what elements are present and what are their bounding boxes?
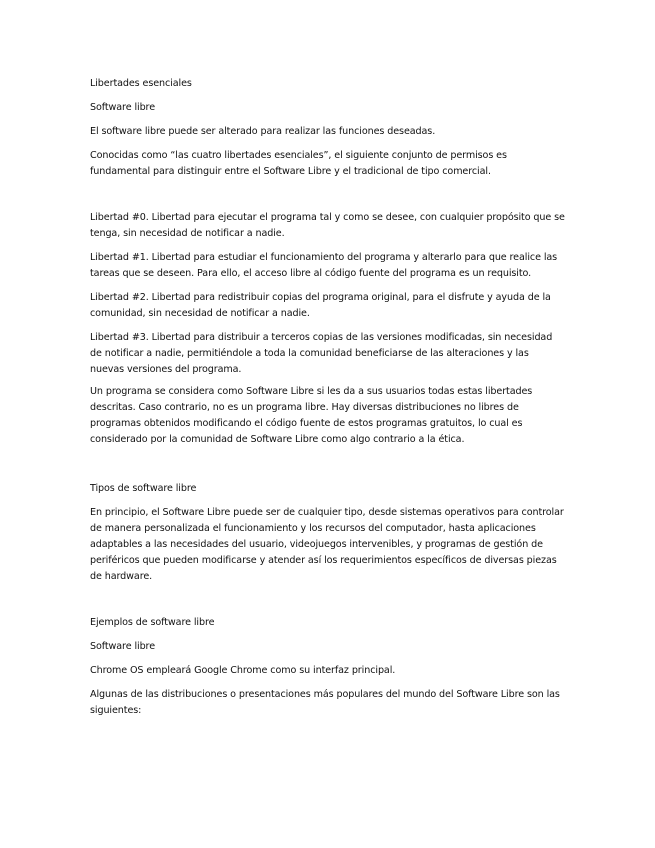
libertad-2: Libertad #2. Libertad para redistribuir copias del programa original, para el disfrute y ayuda de la comunidad, sin necesidad de notificar a nadie. (90, 292, 551, 319)
paragraph-conocidas: Conocidas como “las cuatro libertades esenciales”, el siguiente conjunto de permisos es fundamental para distinguir entre el Software Libre y el tradicional de tipo comercial. (90, 150, 507, 177)
paragraph-programa: Un programa se considera como Software Libre si les da a sus usuarios todas estas libertades descritas. Caso contrario, no es un programa libre. Hay diversas distribuciones no libres de programas obtenidos modificando el código fuente de estos programas gratuitos, lo cual es considerado por la comunidad de Software Libre como algo contrario a la ética. (90, 386, 533, 445)
libertad-1: Libertad #1. Libertad para estudiar el funcionamiento del programa y alterarlo para que realice las tareas que se deseen. Para ello, el acceso libre al código fuente del programa es un requisito. (90, 252, 558, 279)
paragraph-algunas: Algunas de las distribuciones o presentaciones más populares del mundo del Software Libre son las siguientes: (90, 689, 560, 716)
libertad-3: Libertad #3. Libertad para distribuir a terceros copias de las versiones modificadas, sin necesidad de notificar a nadie, permitiéndole a toda la comunidad beneficiarse de las alteraciones y las nuevas versiones del programa. (90, 332, 553, 375)
label-software-libre-2: Software libre (90, 641, 155, 652)
paragraph-alterado: El software libre puede ser alterado para realizar las funciones deseadas. (90, 126, 436, 137)
heading-tipos-software-libre: Tipos de software libre (90, 483, 197, 494)
libertad-0: Libertad #0. Libertad para ejecutar el programa tal y como se desee, con cualquier propósito que se tenga, sin necesidad de notificar a nadie. (90, 212, 565, 239)
paragraph-chrome: Chrome OS empleará Google Chrome como su interfaz principal. (90, 665, 396, 676)
heading-ejemplos-software-libre: Ejemplos de software libre (90, 617, 215, 628)
heading-libertades-esenciales: Libertades esenciales (90, 78, 192, 89)
label-software-libre: Software libre (90, 102, 155, 113)
paragraph-principio: En principio, el Software Libre puede ser de cualquier tipo, desde sistemas operativos para controlar de manera personalizada el funcionamiento y los recursos del computador, hasta aplicaciones adaptables a las necesidades del usuario, videojuegos intervenibles, y programas de gestión de periféricos que pueden modificarse y atender así los requerimientos específicos de diversas piezas de hardware. (90, 507, 564, 582)
